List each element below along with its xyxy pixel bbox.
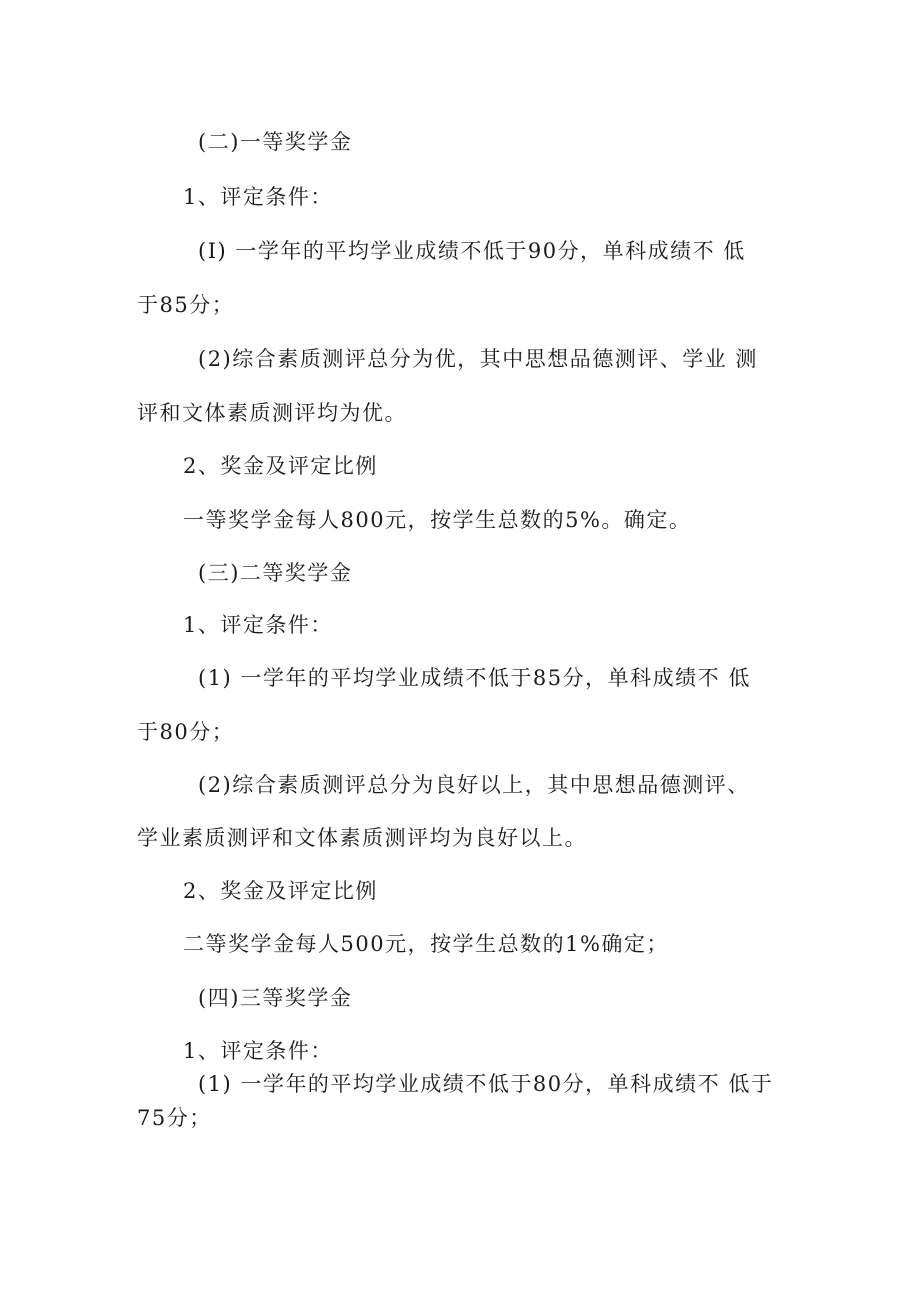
paragraph-line: 学业素质测评和文体素质测评均为良好以上。: [137, 826, 587, 850]
paragraph-line: (1) 一学年的平均学业成绩不低于85分，单科成绩不 低: [198, 666, 751, 690]
paragraph-line: 于80分；: [137, 720, 235, 744]
award-ratio-heading: 2、奖金及评定比例: [183, 454, 378, 478]
criteria-heading: 1、评定条件：: [183, 185, 333, 209]
paragraph-line: 75分；: [137, 1106, 212, 1130]
criteria-heading: 1、评定条件：: [183, 1039, 333, 1063]
paragraph-line: (1) 一学年的平均学业成绩不低于80分，单科成绩不 低于: [198, 1072, 774, 1096]
paragraph-line: 一等奖学金每人800元，按学生总数的5%。确定。: [183, 508, 692, 532]
paragraph-line: (2)综合素质测评总分为优，其中思想品德测评、学业 测: [198, 347, 758, 371]
paragraph-line: (2)综合素质测评总分为良好以上，其中思想品德测评、: [198, 773, 750, 797]
criteria-heading: 1、评定条件：: [183, 613, 333, 637]
section-heading-first-prize: (二)一等奖学金: [198, 130, 353, 154]
paragraph-line: 评和文体素质测评均为优。: [137, 401, 407, 425]
section-heading-third-prize: (四)三等奖学金: [198, 986, 353, 1010]
section-heading-second-prize: (三)二等奖学金: [198, 561, 353, 585]
paragraph-line: 于85分；: [137, 293, 235, 317]
paragraph-line: (I) 一学年的平均学业成绩不低于90分，单科成绩不 低: [198, 239, 746, 263]
award-ratio-heading: 2、奖金及评定比例: [183, 879, 378, 903]
paragraph-line: 二等奖学金每人500元，按学生总数的1%确定；: [183, 932, 669, 956]
